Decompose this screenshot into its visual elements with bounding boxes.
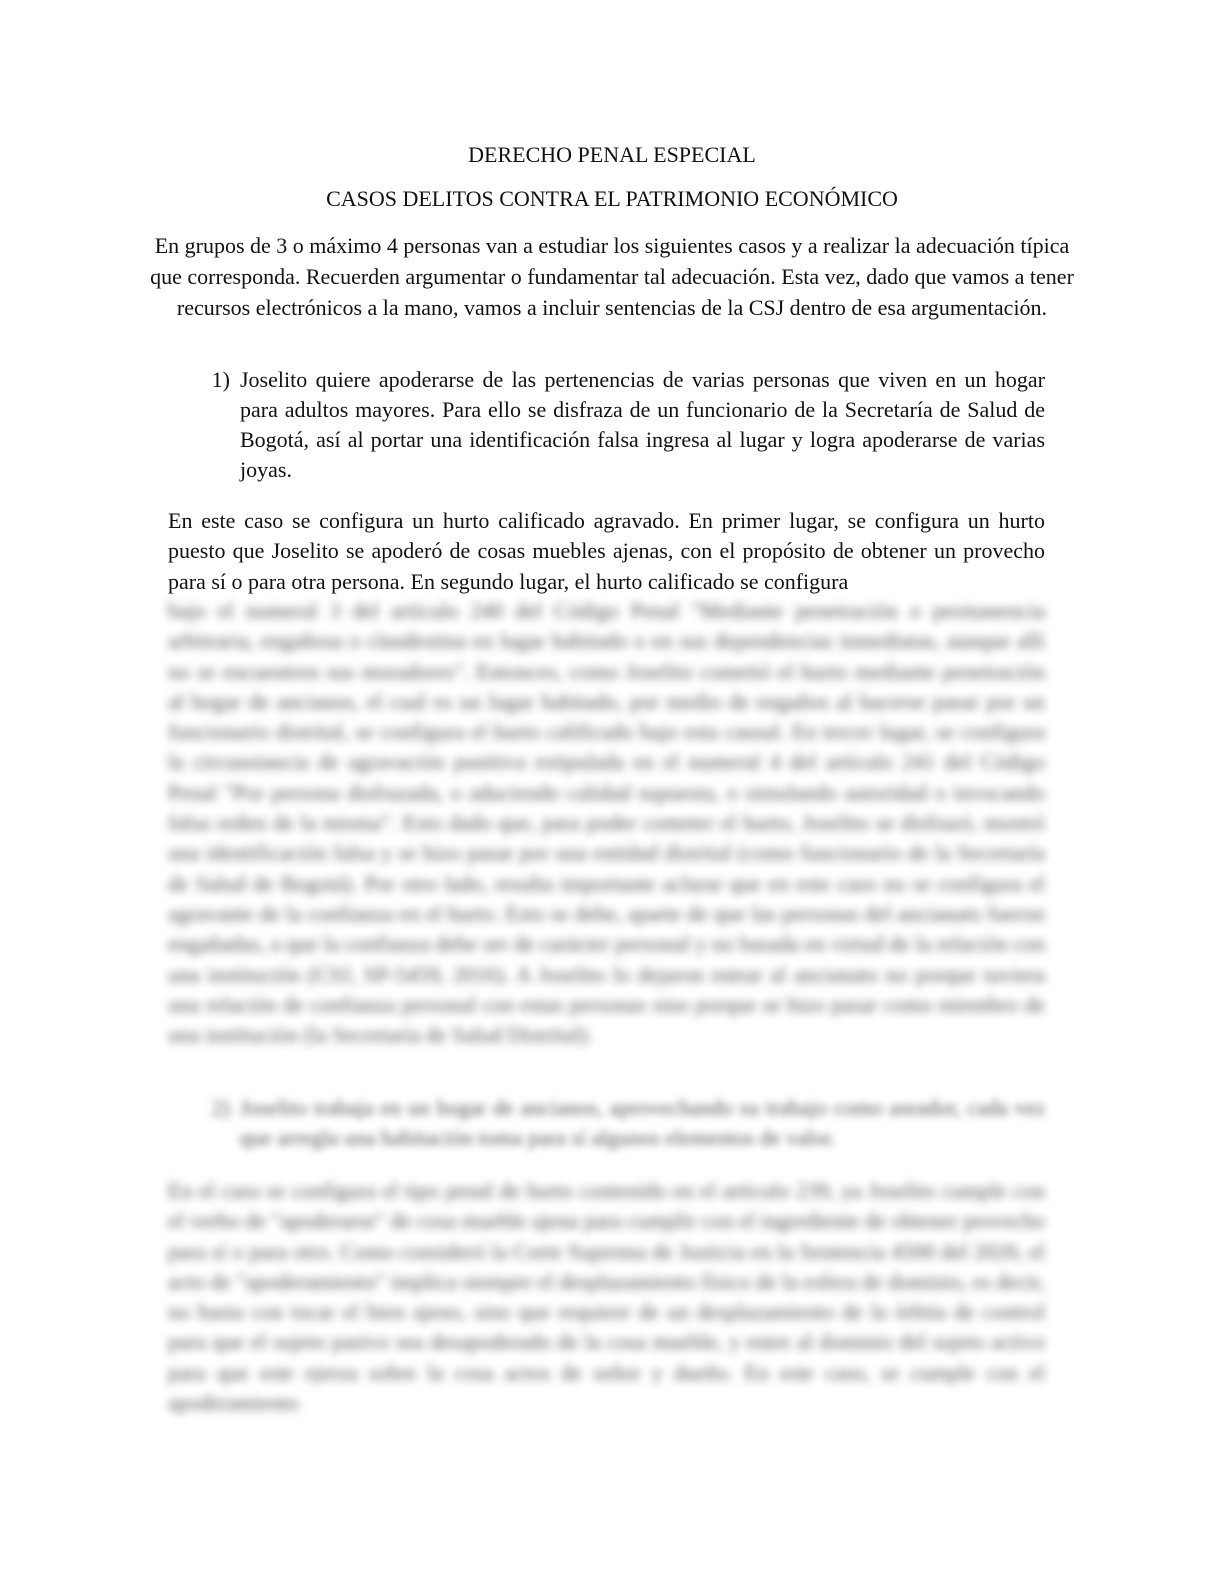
case-1-number: 1) (211, 367, 230, 392)
case-1 (200, 365, 1045, 485)
instructions-paragraph: En grupos de 3 o máximo 4 personas van a estudiar los siguientes casos y a realizar la adecuación típica que corresponda. Recuerden argumentar o fundamentar tal adecuación. Esta vez, dado que vamos a tener recursos electrónicos a la mano, vamos a incluir sentencias de la CSJ dentro de esa argumentación. (150, 233, 1074, 320)
answer-1-blurred-text: bajo el numeral 3 del artículo 240 del Código Penal "Mediante penetración o permanencia arbitraria, engañosa o clandestina en lugar habitado o en sus dependencias inmediatas, aunque allí no se encuentren sus moradores". Entonces, como Joselito cometió el hurto mediante penetración al hogar de ancianos, el cual es un lugar habitado, por medio de engaños al hacerse pasar por un funcionario distrital, se configura el hurto calificado bajo esta causal. En tercer lugar, se configura la circunstancia de agravación punitiva estipulada en el numeral 4 del artículo 241 del Código Penal "Por persona disfrazada, o aduciendo calidad supuesta, o simulando autoridad o invocando falsa orden de la misma". Esto dado que, para poder cometer el hurto, Joselito se disfrazó, mostró una identificación falsa y se hizo pasar por una entidad distrital (como funcionario de la Secretaría de Salud de Bogotá). Por otro lado, resulta importante aclarar que en este caso no se configura el agravante de la confianza en el hurto. Esto se debe, aparte de que las personas del ancianato fueron engañadas, a que la confianza debe ser de carácter personal y no basada en virtud de la relación con una institución (CSJ, SP-5459, 2016). A Joselito lo dejaron entrar al ancianato no porque tuviera una relación de confianza personal con estas personas sino porque se hizo pasar como miembro de una institución (la Secretaría de Salud Distrital). (168, 598, 1045, 1048)
case-2-text: Joselito trabaja en un hogar de ancianos, aprovechando su trabajo como aseador, cada vez que arregla una habitación toma para sí algunos elementos de valor. (240, 1095, 1045, 1150)
case-2 (200, 1093, 1045, 1153)
document-title: DERECHO PENAL ESPECIAL (468, 142, 756, 167)
document-subtitle: CASOS DELITOS CONTRA EL PATRIMONIO ECONÓMICO (326, 186, 898, 211)
case-2-number: 2) (211, 1095, 230, 1120)
case-1-text: Joselito quiere apoderarse de las pertenencias de varias personas que viven en un hogar para adultos mayores. Para ello se disfraza de un funcionario de la Secretaría de Salud de Bogotá, así al portar una identificación falsa ingresa al lugar y logra apoderarse de varias joyas. (240, 367, 1045, 482)
answer-1-visible-text: En este caso se configura un hurto calificado agravado. En primer lugar, se configura un hurto puesto que Joselito se apoderó de cosas muebles ajenas, con el propósito de obtener un provecho para sí o para otra persona. En segundo lugar, el hurto calificado se configura (168, 508, 1045, 594)
answer-2-blurred-text: En el caso se configura el tipo penal de hurto contenido en el artículo 239, ya Joselito cumple con el verbo de "apoderarse" de cosa mueble ajena para cumplir con el ingrediente de obtener provecho para sí o para otro. Como consideró la Corte Suprema de Justicia en la Sentencia 4500 del 2020, el acto de "apoderamiento" implica siempre el desplazamiento físico de la esfera de dominio, es decir, no basta con tocar el bien ajeno, sino que requiere de un desplazamiento de la órbita de control para que el sujeto pasivo sea desapoderado de la cosa mueble, y entre al dominio del sujeto activo para que este ejerza sobre la cosa actos de señor y dueño. En este caso, se cumple con el apoderamiento (168, 1178, 1045, 1416)
